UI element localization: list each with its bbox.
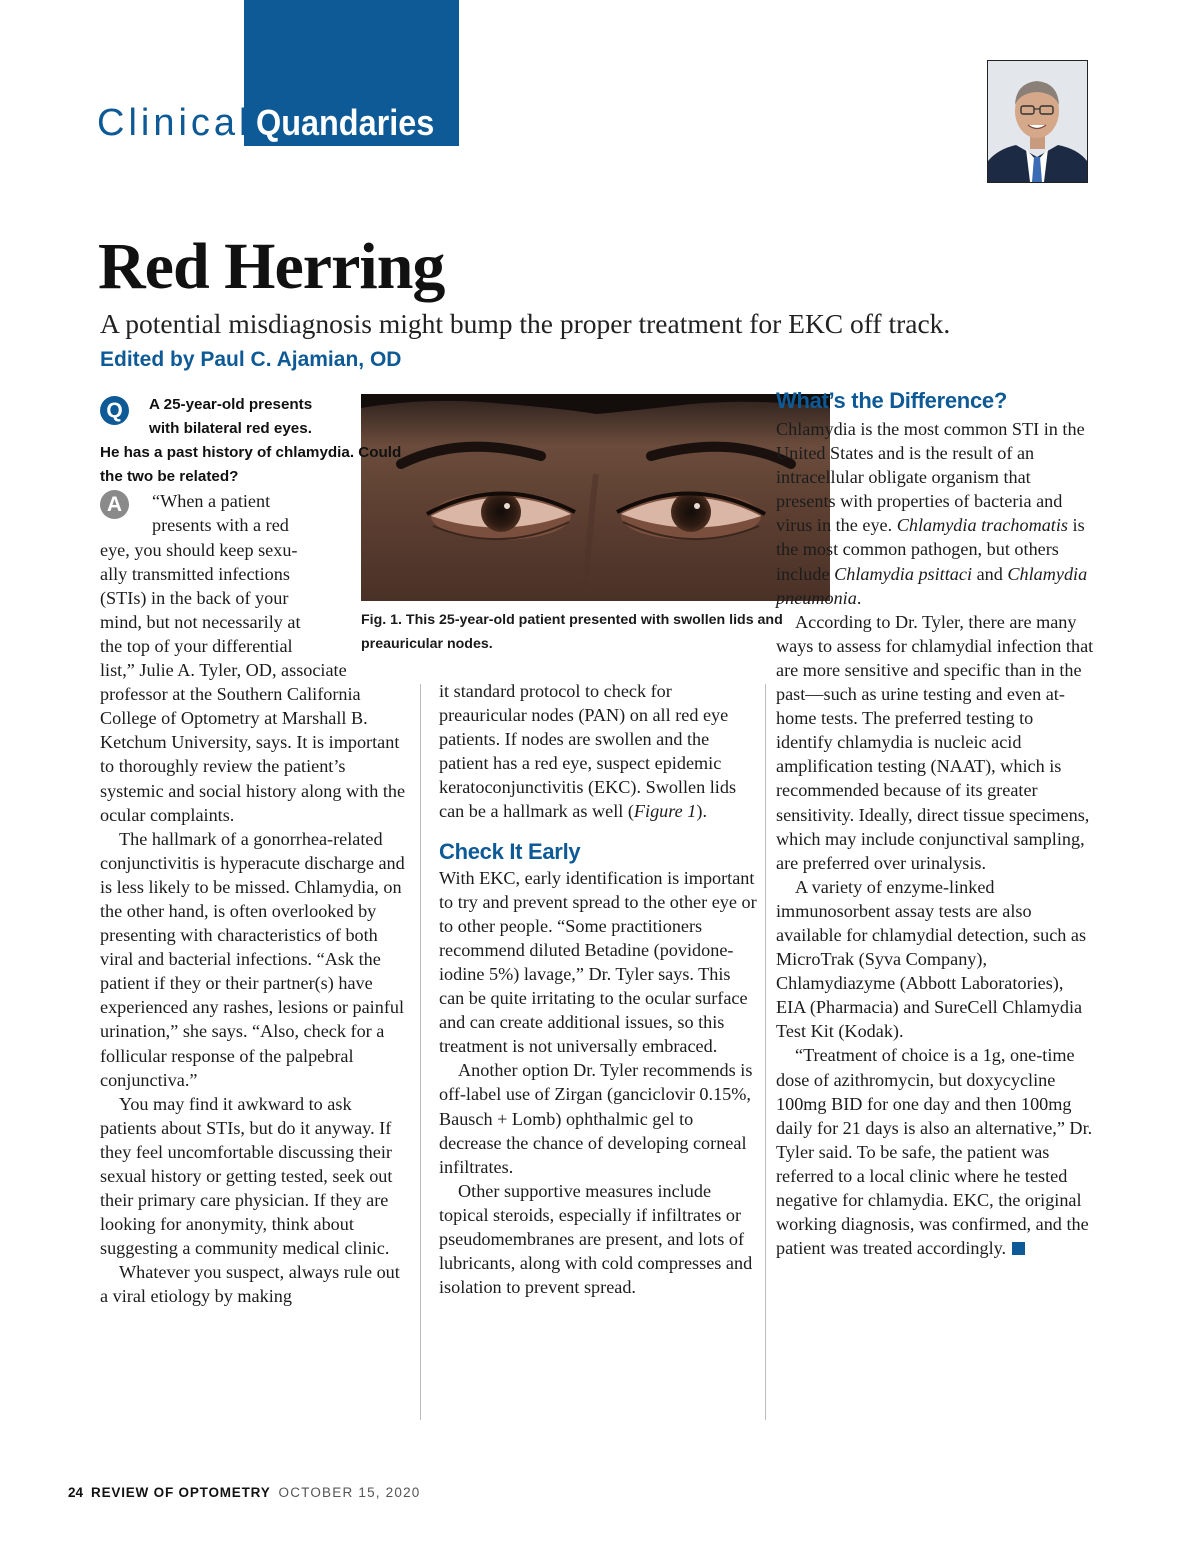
answer-paragraph-rest: list,” Julie A. Tyler, OD, associate professor at the Southern California College of Optometry at Marshall B. Ketchum University, says. It is important to thoroughly review the patient’s systemic and social history along with the ocular complaints. bbox=[100, 660, 406, 825]
body-paragraph-ekc: With EKC, early identification is important to try and prevent spread to the other eye or to other people. “Some practitioners recommend diluted Betadine (povidone-iodine 5%) lavage,” Dr. Tyler says. This can be quite irritating to the ocular surface and can create additional issues, so this treatment is not universally embraced. bbox=[439, 867, 757, 1057]
article-headline: Red Herring bbox=[98, 230, 445, 303]
question-rest: He has a past history of chlamydia. Could the two be related? bbox=[100, 444, 402, 486]
body-paragraph-supportive: Other supportive measures include topical steroids, especially if infiltrates or pseudomembranes are present, and lots of lubricants, along with cold compresses and isolation to prevent spread. bbox=[439, 1180, 753, 1298]
section-title-bold: Quandaries bbox=[256, 102, 435, 143]
editor-headshot-illustration bbox=[988, 61, 1087, 182]
page-footer bbox=[68, 1484, 421, 1502]
subhead-check-it-early: Check It Early bbox=[439, 838, 581, 864]
protocol-text-end: ). bbox=[696, 801, 707, 822]
treatment-text: “Treatment of choice is a 1g, one-time dose of azithromycin, but doxycycline 100mg BID for one day and then 100mg daily for 21 days is also an alternative,” Dr. Tyler said. To be safe, the patient was referred to a local clinic where he tested negative for chlamydia. EKC, the original working diagnosis, was confirmed, and the patient was treated accordingly. bbox=[776, 1045, 1093, 1259]
editor-headshot-photo bbox=[987, 60, 1088, 183]
page-number: 24 bbox=[68, 1485, 84, 1500]
body-paragraph-testing: According to Dr. Tyler, there are many ways to assess for chlamydial infection that are more sensitive and specific than in the past—such as urine testing and even at-home tests. The preferred testing to identify chlamydia is nucleic acid amplification testing (NAAT), which is recommended because of its greater sensitivity. Ideally, direct tissue specimens, which may include conjunctival sampling, are preferred over urinalysis. bbox=[776, 611, 1094, 873]
end-of-article-square-icon bbox=[1012, 1242, 1025, 1255]
chlamydia-text-4: . bbox=[856, 587, 862, 608]
article-column-1 bbox=[100, 393, 412, 1309]
species-psittaci: Chlamydia psittaci bbox=[834, 563, 973, 584]
chlamydia-text-1: Chlamydia is the most common STI in the United States and is the result of an intracellular obligate organism that presents with properties of bacteria and virus in the eye. bbox=[776, 419, 1085, 536]
body-paragraph-treatment bbox=[776, 1043, 1094, 1260]
figure-reference: Figure 1 bbox=[633, 801, 697, 822]
eyes-photo-illustration bbox=[361, 394, 830, 601]
species-trachomatis: Chlamydia trachomatis bbox=[896, 515, 1068, 536]
question-badge-icon: Q bbox=[100, 396, 129, 425]
body-paragraph-hallmark: The hallmark of a gonorrhea-related conjunctivitis is hyperacute discharge and is less likely to be missed. Chlamydia, on the other hand, is often overlooked by presenting with characteristics of both viral and bacterial infections. “Ask the patient if they or their partner(s) have experienced any rashes, lesions or painful urination,” she says. “Also, check for a follicular response of the palpebral conjunctiva.” bbox=[100, 828, 405, 1090]
question-line-2: with bilateral red eyes. bbox=[149, 420, 312, 438]
article-column-3 bbox=[776, 387, 1094, 1260]
article-deck: A potential misdiagnosis might bump the proper treatment for EKC off track. bbox=[100, 308, 951, 339]
answer-line-3: eye, you should keep sexu- bbox=[100, 539, 298, 560]
article-byline: Edited by Paul C. Ajamian, OD bbox=[100, 348, 402, 371]
magazine-name: REVIEW OF OPTOMETRY bbox=[91, 1485, 271, 1500]
species-pneumonia: Chlamydia pneumonia bbox=[776, 563, 1088, 608]
answer-line-2: presents with a red bbox=[152, 515, 289, 536]
figure-1-caption: Fig. 1. This 25-year-old patient presented with swollen lids and preauricular nodes. bbox=[361, 612, 783, 652]
body-paragraph-suspect: Whatever you suspect, always rule out a viral etiology by making bbox=[100, 1262, 400, 1307]
section-title-light: Clinical bbox=[97, 102, 252, 144]
answer-line-4: ally transmitted infections bbox=[100, 563, 290, 584]
figure-1-eyes-photo bbox=[361, 394, 830, 601]
answer-line-7: the top of your differential bbox=[100, 635, 293, 656]
body-paragraph-enzyme-tests: A variety of enzyme-linked immunosorbent assay tests are also available for chlamydial detection, such as MicroTrak (Syva Company), Chlamydiazyme (Abbott Laboratories), EIA (Pharmacia) and SureCell Chlamydia Test Kit (Kodak). bbox=[776, 876, 1087, 1042]
body-paragraph-zirgan: Another option Dr. Tyler recommends is off-label use of Zirgan (ganciclovir 0.15%, Bausch + Lomb) ophthalmic gel to decrease the chance of developing corneal infiltrates. bbox=[439, 1060, 753, 1177]
protocol-text: it standard protocol to check for preauricular nodes (PAN) on all red eye patients. If nodes are swollen and the patient has a red eye, suspect epidemic keratoconjunctivitis (EKC). Swollen lids can be a hallmark as well ( bbox=[439, 681, 737, 822]
subhead-whats-the-difference: What’s the Difference? bbox=[776, 388, 1007, 413]
body-paragraph-protocol bbox=[439, 679, 757, 824]
question-line-1: A 25-year-old presents bbox=[149, 396, 313, 413]
answer-badge-icon: A bbox=[100, 490, 129, 519]
chlamydia-text-2: is the most common pathogen, but others include bbox=[776, 515, 1085, 584]
answer-line-6: mind, but not necessarily at bbox=[100, 611, 301, 632]
issue-date: OCTOBER 15, 2020 bbox=[278, 1485, 421, 1500]
answer-line-5: (STIs) in the back of your bbox=[100, 587, 289, 608]
answer-line-1: “When a patient bbox=[152, 491, 271, 512]
body-paragraph-chlamydia bbox=[776, 417, 1094, 610]
body-paragraph-awkward: You may find it awkward to ask patients about STIs, but do it anyway. If they feel uncomfortable discussing their sexual history or getting tested, seek out their primary care physician. If they are looking for anonymity, think about suggesting a community medical clinic. bbox=[100, 1093, 393, 1259]
chlamydia-text-3: and bbox=[972, 563, 1008, 584]
column-divider-2 bbox=[765, 684, 766, 1420]
column-divider-1 bbox=[420, 684, 421, 1420]
reader-question bbox=[100, 393, 412, 489]
article-column-2 bbox=[439, 679, 757, 1299]
